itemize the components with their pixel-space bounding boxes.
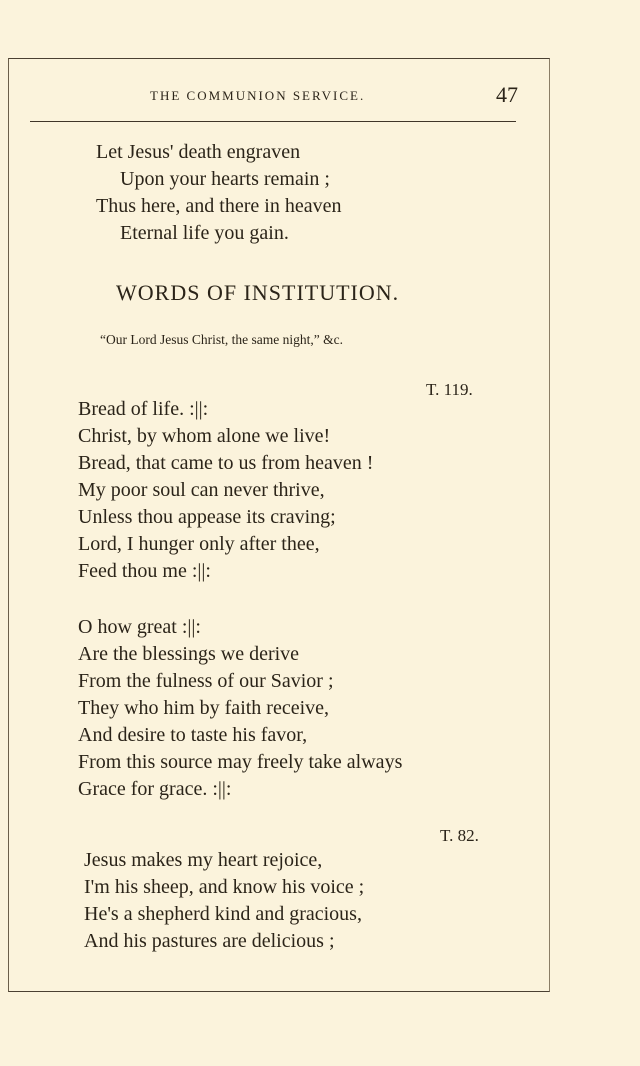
- verse-line: Feed thou me :||:: [78, 560, 211, 582]
- verse-line: Eternal life you gain.: [120, 222, 289, 244]
- verse-line: Grace for grace. :||:: [78, 778, 232, 800]
- verse-line: Let Jesus' death engraven: [96, 141, 301, 163]
- verse-line: My poor soul can never thrive,: [78, 479, 325, 501]
- running-header: THE COMMUNION SERVICE.: [150, 88, 366, 103]
- page-number: 47: [496, 82, 518, 107]
- tune-reference: T. 82.: [440, 826, 479, 845]
- verse-line: Bread of life. :||:: [78, 398, 209, 420]
- tune-reference: T. 119.: [426, 380, 473, 399]
- verse-line: Unless thou appease its craving;: [78, 506, 336, 528]
- verse-line: Lord, I hunger only after thee,: [78, 533, 320, 555]
- verse-line: He's a shepherd kind and gracious,: [84, 903, 362, 925]
- verse-line: Thus here, and there in heaven: [96, 195, 342, 217]
- section-heading: WORDS OF INSTITUTION.: [116, 280, 400, 305]
- verse-line: And his pastures are delicious ;: [84, 930, 335, 952]
- verse-line: And desire to taste his favor,: [78, 724, 308, 746]
- verse-line: Jesus makes my heart rejoice,: [84, 849, 323, 871]
- verse-line: Upon your hearts remain ;: [120, 168, 330, 190]
- verse-line: Christ, by whom alone we live!: [78, 425, 331, 447]
- verse-line: I'm his sheep, and know his voice ;: [84, 876, 365, 898]
- verse-line: O how great :||:: [78, 616, 201, 638]
- verse-line: From the fulness of our Savior ;: [78, 670, 334, 692]
- header-rule: [30, 121, 516, 122]
- section-subtitle: “Our Lord Jesus Christ, the same night,” &c.: [100, 332, 343, 347]
- verse-line: Are the blessings we derive: [78, 643, 300, 665]
- verse-line: From this source may freely take always: [78, 751, 403, 773]
- verse-line: Bread, that came to us from heaven !: [78, 452, 374, 474]
- verse-line: They who him by faith receive,: [78, 697, 330, 719]
